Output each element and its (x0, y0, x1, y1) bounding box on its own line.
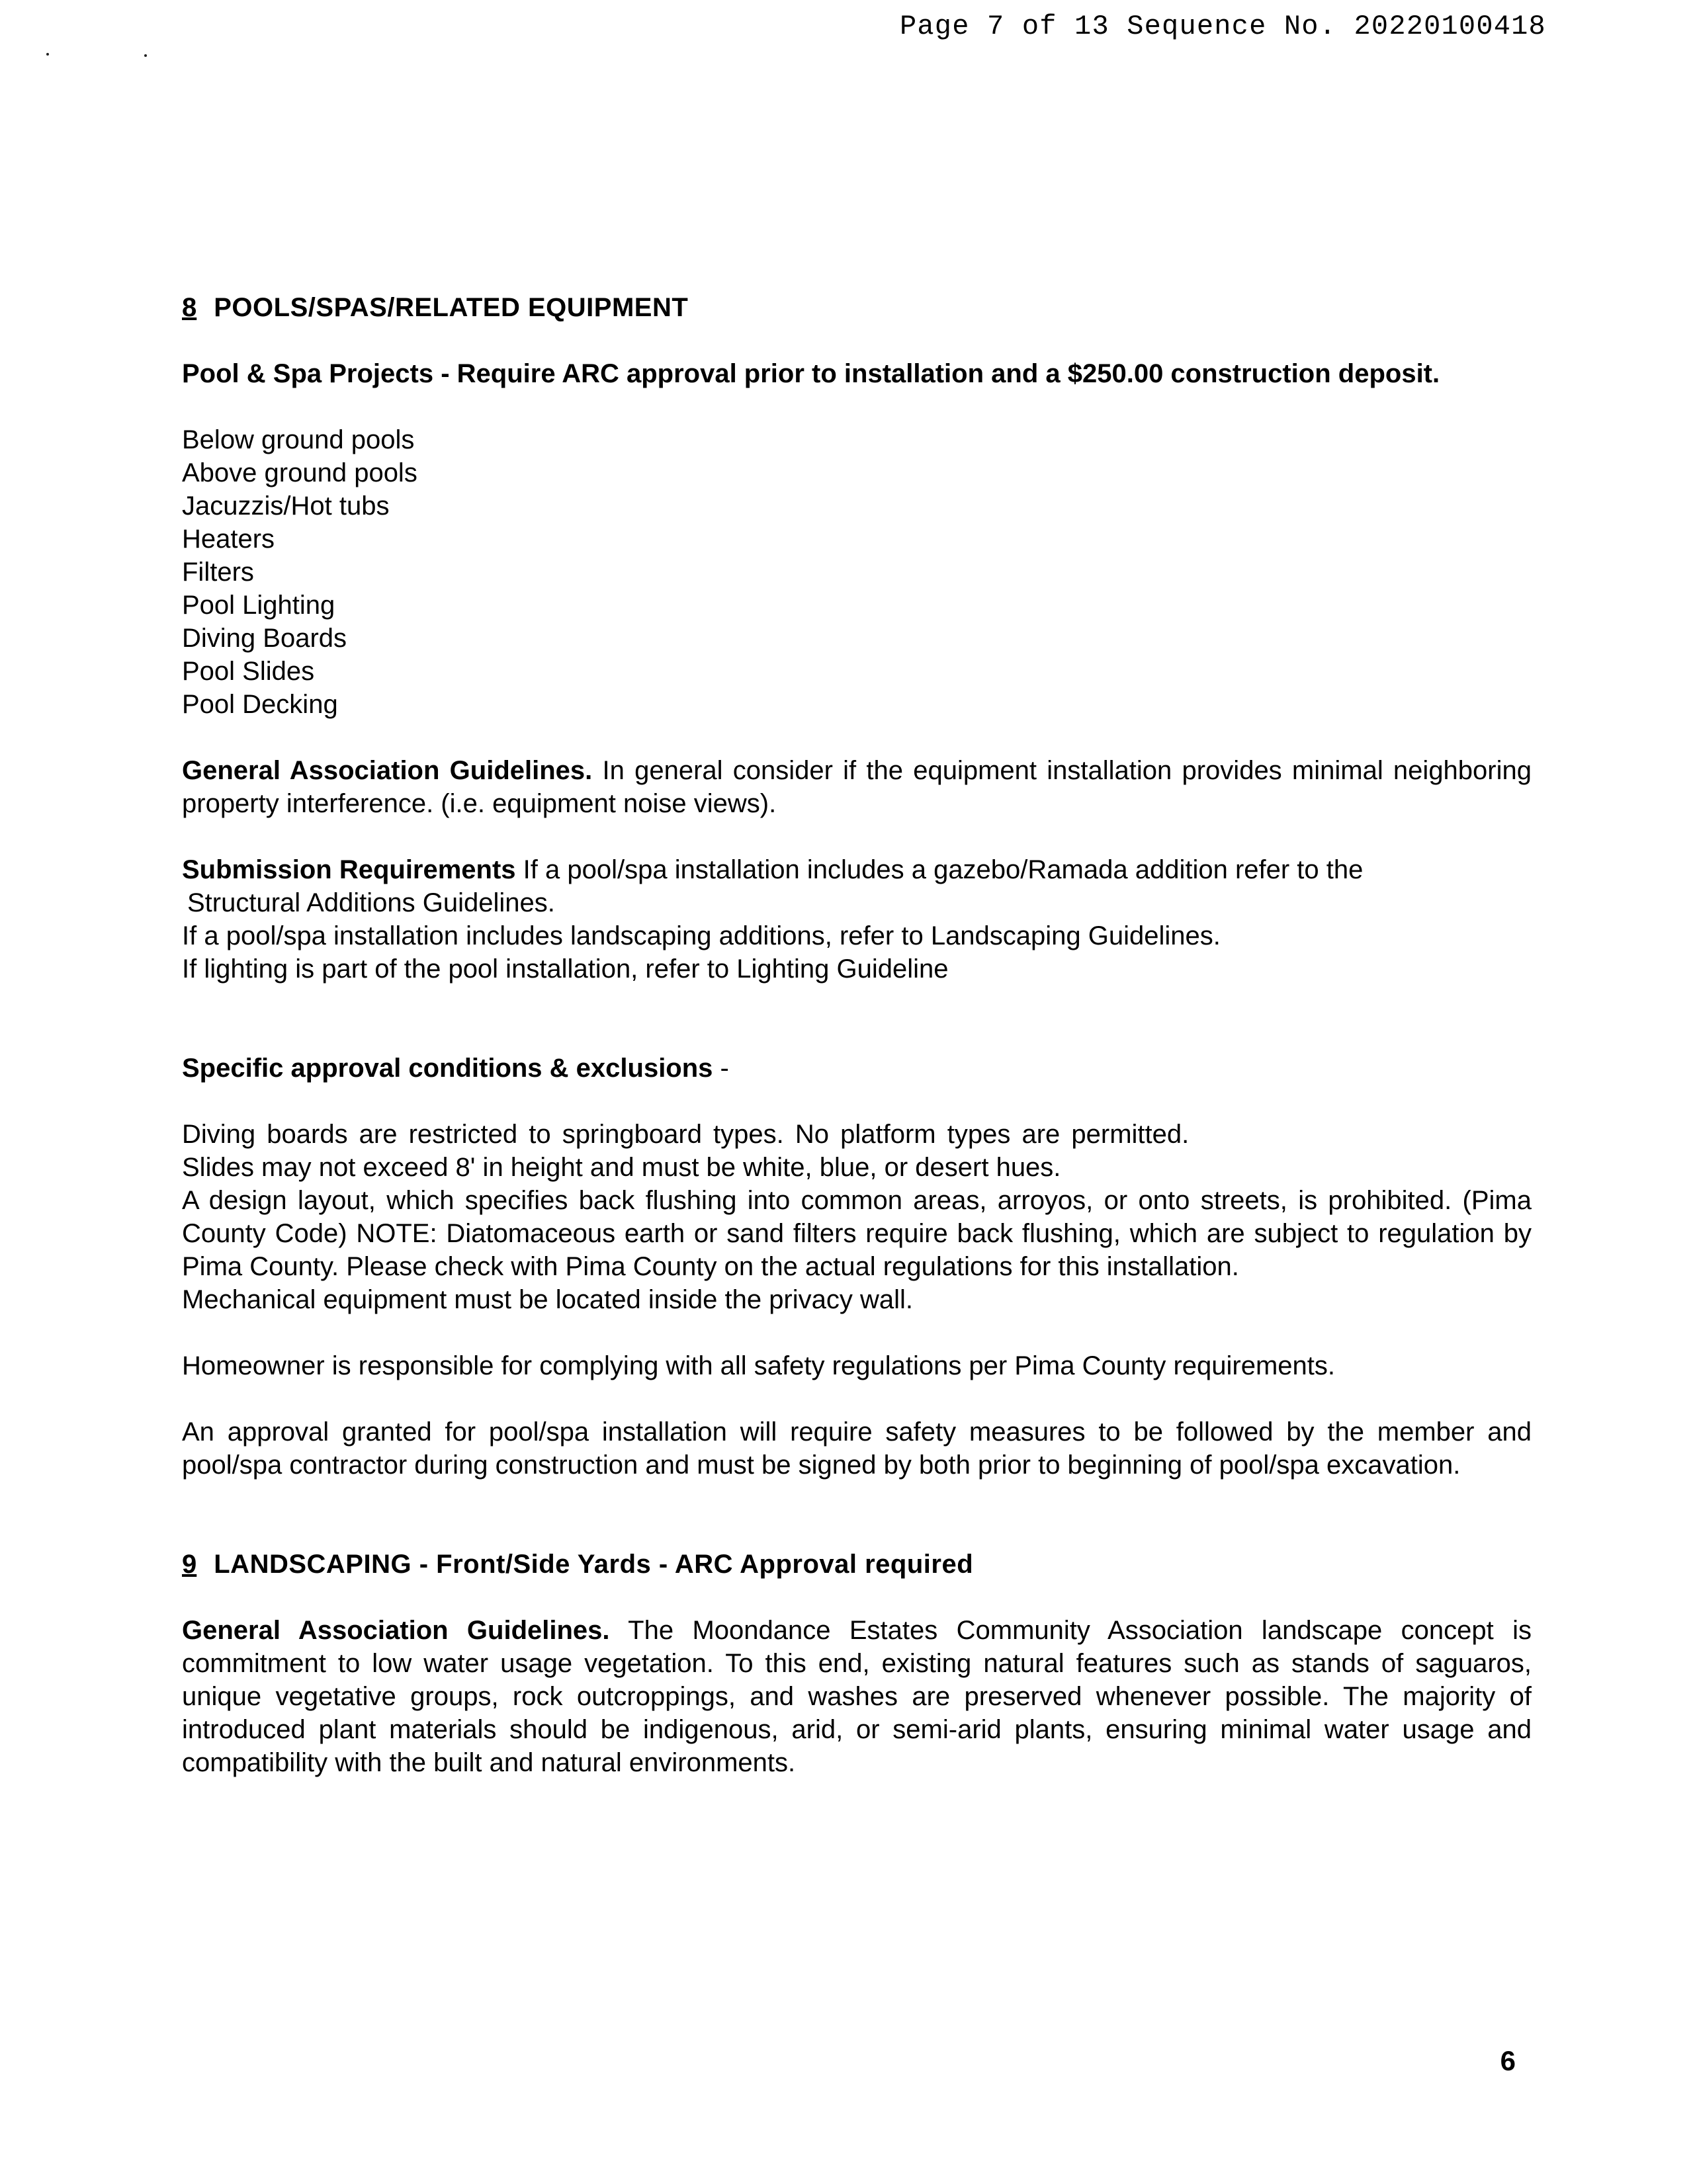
specific-conditions-label: Specific approval conditions & exclusions (182, 1054, 713, 1083)
list-item: Pool Lighting (182, 591, 335, 620)
list-item: Above ground pools (182, 458, 417, 487)
section-8-heading (182, 291, 1532, 324)
condition-line: Mechanical equipment must be located inside the privacy wall. (182, 1285, 914, 1314)
submission-line: Structural Additions Guidelines. (187, 888, 555, 917)
section-title: POOLS/SPAS/RELATED EQUIPMENT (214, 293, 689, 322)
document-body (182, 291, 1532, 1779)
list-item: Diving Boards (182, 624, 347, 653)
list-item: Below ground pools (182, 425, 415, 454)
specific-conditions (182, 1118, 1532, 1316)
page-number: 6 (1500, 2045, 1516, 2076)
equipment-list (182, 423, 1532, 721)
general-guidelines-text: The Moondance Estates Community Association landscape concept is commitment to low water usage vegetation. To this end, existing natural features such as stands of saguaros, unique vegetative groups, rock outcroppings, and washes are preserved whenever possible. The majority of introduced plant materials should be indigenous, arid, or semi-arid plants, ensuring minimal water usage and compatibility with the built and natural environments. (182, 1616, 1532, 1777)
homeowner-responsibility: Homeowner is responsible for complying with all safety regulations per Pima County requirements. (182, 1351, 1336, 1380)
list-item: Filters (182, 558, 254, 587)
submission-line: If a pool/spa installation includes a gazebo/Ramada addition refer to the (515, 855, 1364, 884)
condition-line: Slides may not exceed 8' in height and must be white, blue, or desert hues. (182, 1153, 1061, 1182)
general-guidelines-paragraph (182, 754, 1532, 820)
list-item: Pool Slides (182, 657, 315, 686)
list-item: Heaters (182, 525, 275, 554)
submission-label: Submission Requirements (182, 855, 516, 884)
submission-requirements (182, 853, 1532, 986)
page-header: Page 7 of 13 Sequence No. 20220100418 (900, 11, 1546, 42)
general-guidelines-label: General Association Guidelines. (182, 756, 593, 785)
specific-conditions-dash: - (713, 1054, 729, 1083)
landscape-guidelines-paragraph (182, 1614, 1532, 1779)
scan-speck (46, 53, 49, 56)
scan-specks (46, 52, 152, 58)
specific-conditions-heading (182, 1052, 1532, 1085)
list-item: Jacuzzis/Hot tubs (182, 491, 390, 521)
deposit-requirement: Pool & Spa Projects - Require ARC approval prior to installation and a $250.00 construction deposit. (182, 359, 1440, 388)
approval-safety-paragraph: An approval granted for pool/spa installation will require safety measures to be followed by the member and pool/spa contractor during construction and must be signed by both prior to beginning of pool/spa excavation. (182, 1417, 1532, 1480)
general-guidelines-text: In general consider if the equipment installation provides minimal neighboring property interference. (i.e. equipment noise views). (182, 756, 1532, 818)
list-item: Pool Decking (182, 690, 338, 719)
general-guidelines-label: General Association Guidelines. (182, 1616, 610, 1645)
section-title: LANDSCAPING - Front/Side Yards - ARC Approval required (214, 1550, 974, 1579)
scan-speck (144, 54, 147, 57)
section-number: 9 (182, 1550, 197, 1579)
section-number: 8 (182, 293, 197, 322)
condition-line: Diving boards are restricted to springboard types. No platform types are permitted. (182, 1120, 1190, 1149)
submission-line: If a pool/spa installation includes landscaping additions, refer to Landscaping Guidelines. (182, 921, 1221, 950)
section-9-heading (182, 1548, 1532, 1581)
condition-line: A design layout, which specifies back flushing into common areas, arroyos, or onto streets, is prohibited. (Pima County Code) NOTE: Diatomaceous earth or sand filters require back flushing, which are subject to regulation by Pima County. Please check with Pima County on the actual regulations for this installation. (182, 1186, 1532, 1281)
submission-line: If lighting is part of the pool installation, refer to Lighting Guideline (182, 954, 949, 984)
